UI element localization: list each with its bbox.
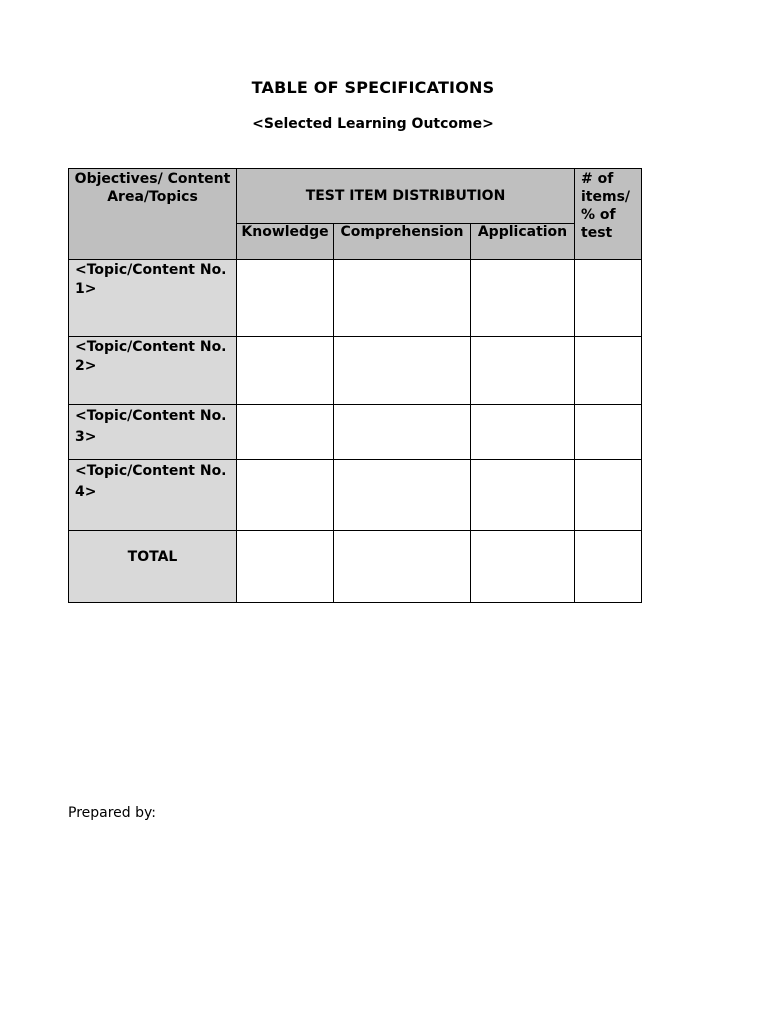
- header-objectives: Objectives/ Content Area/Topics: [69, 169, 237, 260]
- knowledge-cell-2[interactable]: [237, 337, 334, 405]
- knowledge-cell-4[interactable]: [237, 460, 334, 531]
- page-subtitle: <Selected Learning Outcome>: [252, 116, 494, 132]
- topic-cell-2: <Topic/Content No. 2>: [69, 337, 237, 405]
- table-row: [69, 337, 642, 405]
- knowledge-total-cell[interactable]: [237, 531, 334, 603]
- prepared-by-label: Prepared by:: [68, 805, 156, 821]
- items-total-cell[interactable]: [575, 531, 642, 603]
- topic-cell-1: <Topic/Content No. 1>: [69, 260, 237, 337]
- items-cell-1[interactable]: [575, 260, 642, 337]
- application-cell-2[interactable]: [471, 337, 575, 405]
- topic-cell-3: <Topic/Content No. 3>: [69, 405, 237, 460]
- comprehension-cell-2[interactable]: [334, 337, 471, 405]
- comprehension-total-cell[interactable]: [334, 531, 471, 603]
- items-cell-4[interactable]: [575, 460, 642, 531]
- application-cell-1[interactable]: [471, 260, 575, 337]
- comprehension-cell-1[interactable]: [334, 260, 471, 337]
- table-header-row: [69, 169, 642, 224]
- subheader-knowledge: Knowledge: [237, 224, 334, 260]
- topic-cell-4: <Topic/Content No. 4>: [69, 460, 237, 531]
- comprehension-cell-4[interactable]: [334, 460, 471, 531]
- subheader-application: Application: [471, 224, 575, 260]
- table-row: [69, 460, 642, 531]
- items-cell-3[interactable]: [575, 405, 642, 460]
- application-total-cell[interactable]: [471, 531, 575, 603]
- table-row: [69, 260, 642, 337]
- table-row: [69, 405, 642, 460]
- subheader-comprehension: Comprehension: [334, 224, 471, 260]
- header-number-of-items: # of items/ % of test: [575, 169, 642, 260]
- total-label-cell: TOTAL: [69, 531, 237, 603]
- specifications-table: [68, 168, 642, 603]
- knowledge-cell-1[interactable]: [237, 260, 334, 337]
- application-cell-3[interactable]: [471, 405, 575, 460]
- application-cell-4[interactable]: [471, 460, 575, 531]
- page-title: TABLE OF SPECIFICATIONS: [251, 78, 495, 97]
- knowledge-cell-3[interactable]: [237, 405, 334, 460]
- items-cell-2[interactable]: [575, 337, 642, 405]
- header-test-item-distribution: TEST ITEM DISTRIBUTION: [237, 169, 575, 224]
- comprehension-cell-3[interactable]: [334, 405, 471, 460]
- table-total-row: [69, 531, 642, 603]
